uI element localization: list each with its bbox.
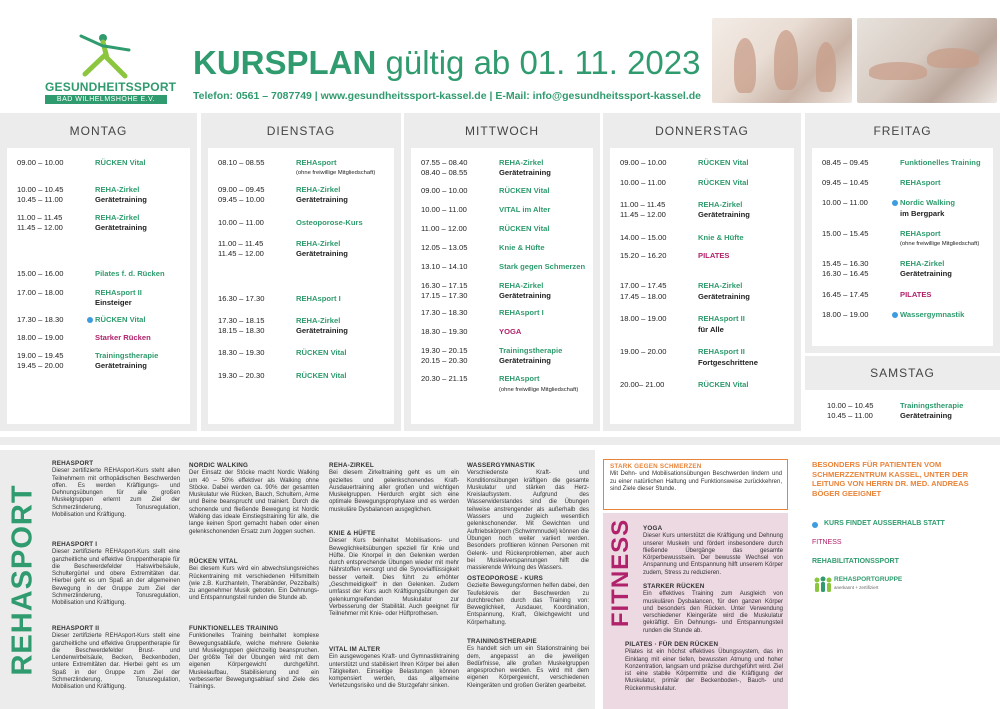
course-time: 14.00 – 15.00 (620, 233, 667, 242)
course-name: im Bergpark (900, 209, 945, 218)
rsg-logo-sub: anerkannt + zertifiziert (834, 585, 879, 590)
course-time: 16.30 – 16.45 (822, 269, 869, 278)
course-time: 15.45 – 16.30 (822, 259, 869, 268)
desc-nordic-walking (189, 462, 319, 536)
day-entries (610, 148, 794, 424)
course-name: REHAsport (900, 178, 941, 187)
day-entries (812, 148, 993, 346)
course-name: Gerätetraining (95, 223, 147, 232)
course-time: 19.45 – 20.00 (17, 361, 64, 370)
course-name: Nordic Walking (900, 198, 955, 207)
course-name: REHAsport (296, 158, 337, 167)
course-time: 10.00 – 11.00 (822, 198, 868, 207)
desc-title: WASSERGYMNASTIK (467, 462, 536, 469)
course-time: 07.55 – 08.40 (421, 158, 468, 167)
day-header: MONTAG (69, 124, 128, 138)
desc-title: YOGA (643, 525, 663, 532)
course-name: Gerätetraining (900, 411, 952, 420)
desc-trainingstherapie (467, 638, 589, 690)
course-time: 15.00 – 15.45 (822, 229, 869, 238)
course-name: Gerätetraining (698, 292, 750, 301)
course-time: 18.30 – 19.30 (218, 348, 265, 357)
rehasport-label: REHASPORT (6, 484, 39, 676)
course-time: 20.00– 21.00 (620, 380, 665, 389)
course-name: REHA-Zirkel (296, 316, 341, 325)
course-time: 17.45 – 18.00 (620, 292, 667, 301)
desc-rehasport (52, 460, 180, 519)
photo-person-figure (927, 48, 979, 68)
course-time: 09.45 – 10.00 (218, 195, 265, 204)
course-name: Wassergymnastik (900, 310, 965, 319)
course-time: 11.00 – 11.45 (218, 239, 264, 248)
photo-yoga-class (712, 18, 852, 103)
desc-title: REHASPORT II (52, 625, 100, 632)
course-name: Trainingstherapie (900, 401, 964, 410)
day-header-samstag: SAMSTAG (805, 356, 1000, 390)
course-name: Gerätetraining (499, 291, 551, 300)
desc-rehasport-1 (52, 541, 180, 608)
desc-text: Dieser zertifizierte REHAsport-Kurs steht allen Teilnehmern mit orthopädischen Beschwerden offen. Es werden Kräftigungs- und Dehnungsübungen für alle großen Muskelgruppen erlernt zum Ziel der Schmerzlinderung, Tonusregulation, Mobilisation und Kräftigung. (52, 468, 180, 519)
course-time: 16.45 – 17.45 (822, 290, 869, 299)
course-name: RÜCKEN Vital (296, 371, 347, 380)
course-name: REHAsport II (698, 347, 745, 356)
desc-funktionelles-training (189, 625, 319, 692)
course-time: 18.00 – 19.00 (822, 310, 869, 319)
desc-text: Bei diesem Kurs wird ein abwechslungsreiches Rückentraining mit verschiedenen Hilfsmitteln (wie z.B. Kurzhanteln, Therabänder, Pezziballs) zu angenehmer Musik geboten. Ein Dehnungs- und Entspannungsteil runden die Stunde ab. (189, 566, 319, 602)
desc-title: OSTEOPOROSE - KURS (467, 575, 544, 582)
course-time: 11.00 – 12.00 (421, 224, 467, 233)
course-name: Gerätetraining (296, 326, 348, 335)
course-time: 16.30 – 17.15 (421, 281, 468, 290)
desc-pilates (625, 641, 783, 693)
desc-text: Der Einsatz der Stöcke macht Nordic Walking um 40 – 50% effektiver als Walking ohne Stöcke. Dabei werden ca. 90% der gesamten Muskulatur wie Rücken, Bauch, Schultern, Arme und Beine beansprucht und trainiert. Durch die schonende und fließende Bewegung ist Nordic Walking das ideale Einstiegstraining für alle, die lange keinen Sport gemacht haben oder einen gelenkschonenden Ersatz zum Joggen suchen. (189, 470, 319, 535)
desc-text: Dieser zertifizierte REHAsport-Kurs stellt eine ganzheitliche und effektive Gruppentherapie für die Beschwerdefelder Brust- und Lendenwirbelsäule, Becken, Beckenboden, untere Extremitäten dar. Hierbei geht es um Spaß in der Gruppe zum Ziel der Schmerzlinderung, Tonusregulation, Mobilisation und Kräftigung. (52, 633, 180, 691)
day-column-montag (0, 113, 197, 431)
course-time: 19.00 – 20.00 (620, 347, 667, 356)
desc-text: Ein effektives Training zum Ausgleich von muskulären Dysbalancen, für den ganzen Körper und besonders den Rücken. Unter Verwendung verschiedener Kleingeräte wird die Muskulatur gekräftigt. Ein Dehnungs- und Entspannungsteil runden die Stunde ab. (643, 591, 783, 634)
course-time: 12.05 – 13.05 (421, 243, 468, 252)
course-name: REHA-Zirkel (698, 281, 743, 290)
desc-osteoporose (467, 575, 589, 627)
course-name: (ohne freiwillige Mitgliedschaft) (900, 241, 980, 247)
photo-person-figure (734, 38, 756, 93)
course-time: 20.15 – 20.30 (421, 356, 468, 365)
course-time: 17.30 – 18.30 (421, 308, 468, 317)
course-time: 16.30 – 17.30 (218, 294, 265, 303)
course-name: Gerätetraining (698, 210, 750, 219)
desc-title: VITAL IM ALTER (329, 646, 381, 653)
desc-text: Ein ausgewogenes Kraft- und Gymnastiktraining unterstützt und stabilisiert Ihren Körper bei allen Tätigkeiten. Einseitige Belastungen können kompensiert werden, das allgemeine Verletzungsrisiko und die Sturzgefahr sinken. (329, 654, 459, 690)
desc-text: Funktionelles Training beinhaltet komplexe Bewegungsabläufe, welche mehrere Gelenke und Muskelgruppen gleichzeitig beanspruchen. Der größte Teil der Übungen wird mit dem eigenen Körpergewicht durchgeführt. Muskelaufbau, Stabilisierung und ein verbesserter Bewegungsablauf sind Ziele des Trainings. (189, 633, 319, 691)
course-name: REHAsport II (95, 288, 142, 297)
course-name: REHAsport II (698, 314, 745, 323)
fitness-label: FITNESS (607, 518, 634, 628)
course-time: 17.15 – 17.30 (421, 291, 468, 300)
desc-reha-zirkel (329, 462, 459, 514)
course-name: REHA-Zirkel (499, 281, 544, 290)
course-name: (ohne freiwillige Mitgliedschaft) (296, 170, 376, 176)
desc-vital-im-alter (329, 646, 459, 691)
course-time: 19.00 – 19.45 (17, 351, 64, 360)
course-name: REHA-Zirkel (296, 239, 341, 248)
course-name: REHAsport (900, 229, 941, 238)
course-name: Knie & Hüfte (698, 233, 744, 242)
course-time: 10.00 – 11.00 (620, 178, 666, 187)
course-name: Knie & Hüfte (499, 243, 545, 252)
course-name: REHA-Zirkel (95, 185, 140, 194)
desc-text: Verschiedenste Kraft- und Konditionsübungen kräftigen die gesamte Muskulatur und stärken das Herz-Kreislaufsystem. Aufgrund des Wasserwiderstandes sind die Übungen teilweise anstrengender als außerhalb des Wassers und zugleich wesentlich gelenkschonender. Mit Gewichten und Auftriebskörpern (Schwimmnudel) können die Übungen noch weiter variiert werden. Besonders profitieren können Personen mit Gelenk- und Rückenproblemen, aber auch bei Muskelverspannungen hilft die massierende Wirkung des Wassers. (467, 470, 589, 572)
course-name: RÜCKEN Vital (698, 158, 749, 167)
course-name: REHA-Zirkel (698, 200, 743, 209)
desc-knie-huefte (329, 530, 459, 619)
legend-schmerzzentrum-note: BESONDERS FÜR PATIENTEN VOM SCHMERZZENTRUM KASSEL, UNTER DER LEITUNG VON HERRN DR. MED. ANDREAS BÖGER GEEIGNET (812, 460, 969, 498)
day-entries (411, 148, 593, 424)
course-time: 09.45 – 10.45 (822, 178, 869, 187)
photo-person-figure (869, 62, 927, 80)
course-name: REHA-Zirkel (296, 185, 341, 194)
day-column-freitag (805, 113, 1000, 353)
desc-rehasport-2 (52, 625, 180, 692)
course-name: RÜCKEN Vital (499, 186, 550, 195)
course-name: Gerätetraining (296, 195, 348, 204)
course-name: Gerätetraining (900, 269, 952, 278)
course-time: 10.00 – 11.00 (421, 205, 467, 214)
day-column-donnerstag (603, 113, 801, 431)
desc-text: Dieser Kurs unterstützt die Kräftigung und Dehnung unserer Muskeln und fördert insbesondere durch fließende Übergänge das gesamte Körperbewusstsein. Der bewusste Wechsel von Anspannung und Entspannung hilft unserem Körper zudem, Stress zu reduzieren. (643, 533, 783, 576)
page-title (193, 44, 701, 82)
course-time: 10.00 – 10.45 (827, 401, 874, 410)
desc-text: Gezielte Bewegungsformen helfen dabei, den Teufelskreis der Beschwerden zu durchbrechen durch das Training von: Beweglichkeit, Ausdauer, Koordination, Entspannung, Kraft, Gleichgewicht und Körperhaltung. (467, 583, 589, 626)
course-time: 17.00 – 17.45 (620, 281, 667, 290)
course-time: 18.00 – 19.00 (620, 314, 667, 323)
desc-title: KNIE & HÜFTE (329, 530, 376, 537)
legend-reha: REHABILITATIONSSPORT (812, 558, 899, 565)
day-header: DONNERSTAG (655, 124, 749, 138)
course-name: Gerätetraining (95, 361, 147, 370)
course-name: YOGA (499, 327, 522, 336)
course-name: Trainingstherapie (95, 351, 159, 360)
course-name: Einsteiger (95, 298, 132, 307)
course-time: 09.00 – 10.00 (421, 186, 468, 195)
course-name: Gerätetraining (499, 356, 551, 365)
course-time: 09.00 – 10.00 (17, 158, 64, 167)
course-time: 18.15 – 18.30 (218, 326, 265, 335)
course-name: RÜCKEN Vital (698, 380, 749, 389)
desc-title: PILATES · FÜR DEN RÜCKEN (625, 641, 719, 648)
course-name: Stark gegen Schmerzen (499, 262, 586, 271)
desc-text: Bei diesem Zirkeltraining geht es um ein gezieltes und gelenkschonendes Kraft-Ausdauertraining aller großen und wichtigen Muskelgruppen. Hierdurch ergibt sich eine optimale Bewegungsprophylaxe und es werden muskuläre Dysbalancen ausgeglichen. (329, 470, 459, 513)
course-time: 18.00 – 19.00 (17, 333, 64, 342)
course-time: 17.00 – 18.00 (17, 288, 64, 297)
desc-yoga (643, 525, 783, 577)
course-time: 08.40 – 08.55 (421, 168, 468, 177)
course-name: REHA-Zirkel (95, 213, 140, 222)
course-time: 08.10 – 08.55 (218, 158, 265, 167)
course-name: (ohne freiwillige Mitgliedschaft) (499, 387, 579, 393)
desc-text: Es handelt sich um ein Stationstraining bei dem, angepasst an die jeweiligen Bedürfnisse, alle großen Muskelgruppen angesprochen werden. Es wird mit dem eigenen Körpergewicht, verschiedenen Kleingeräten und großen Geräten gearbeitet. (467, 646, 589, 689)
photo-person-figure (774, 30, 798, 90)
desc-title: STARKER RÜCKEN (643, 583, 705, 590)
course-time: 10.00 – 10.45 (17, 185, 64, 194)
course-name: RÜCKEN Vital (95, 158, 146, 167)
desc-title: TRAININGSTHERAPIE (467, 638, 537, 645)
desc-title: REHASPORT (52, 460, 94, 467)
desc-text: Dieser Kurs beinhaltet Mobilisations- und Beweglichkeitsübungen speziell für Knie und Hüfte. Die Knorpel in den Gelenken werden durch entsprechende Übungen wieder mit mehr Nährstoffen versorgt und die Synovialflüssigkeit besser verteilt. Dies führt zu erhöhter „Geschmeidigkeit“ in den Gelenken. Zudem umfasst der Kurs auch Kräftigungsübungen der gelenkumgreifenden Muskulatur zur Verbesserung der Stabilität. Auch geeignet für Teilnehmer mit Knie- oder Hüftprothesen. (329, 538, 459, 618)
course-name: Gerätetraining (499, 168, 551, 177)
legend-outside: KURS FINDET AUSSERHALB STATT (824, 520, 945, 527)
desc-text: Dieser zertifizierte REHAsport-Kurs stellt eine ganzheitliche und effektive Gruppentherapie für die Beschwerdefelder Halswirbelsäule, Schultergürtel und obere Extremitäten dar. Hierbei geht es um Spaß an der allgemeinen Bewegung in der Gruppe zum Ziel der Schmerzlinderung, Tonusregulation, Mobilisation und Kräftigung. (52, 549, 180, 607)
course-name: REHAsport I (499, 308, 544, 317)
course-name: VITAL im Alter (499, 205, 551, 214)
course-time: 18.30 – 19.30 (421, 327, 468, 336)
course-time: 20.30 – 21.15 (421, 374, 468, 383)
desc-title: NORDIC WALKING (189, 462, 249, 469)
course-name: RÜCKEN Vital (95, 315, 146, 324)
course-name: Trainingstherapie (499, 346, 563, 355)
outside-marker-dot (892, 200, 898, 206)
course-time: 11.00 – 11.45 (17, 213, 63, 222)
fitness-vertical-label (603, 513, 639, 633)
course-time: 09.00 – 09.45 (218, 185, 265, 194)
logo-subtitle: BAD WILHELMSHÖHE E.V. (45, 95, 167, 104)
day-entries (7, 148, 190, 424)
course-time: 19.30 – 20.30 (218, 371, 265, 380)
course-name: REHA-Zirkel (900, 259, 945, 268)
course-name: Funktionelles Training (900, 158, 981, 167)
course-time: 13.10 – 14.10 (421, 262, 468, 271)
course-name: REHAsport I (296, 294, 341, 303)
course-time: 11.45 – 12.00 (218, 249, 264, 258)
outside-marker-dot (87, 317, 93, 323)
course-name: RÜCKEN Vital (499, 224, 550, 233)
course-time: 09.00 – 10.00 (620, 158, 667, 167)
course-name: Osteoporose-Kurs (296, 218, 363, 227)
desc-ruecken-vital (189, 558, 319, 603)
course-name: Starker Rücken (95, 333, 151, 342)
course-name: für Alle (698, 325, 724, 334)
desc-title: STARK GEGEN SCHMERZEN (610, 463, 702, 470)
desc-text: Mit Dehn- und Mobilisationsübungen Beschwerden lindern und zu einer natürlichen Haltung und Funktionsweise zurückkehren, sind Ziele dieser Stunde. (610, 471, 782, 492)
rehasport-vertical-label (3, 452, 43, 707)
day-header: DIENSTAG (266, 124, 336, 138)
course-name: RÜCKEN Vital (698, 178, 749, 187)
desc-title: REHA-ZIRKEL (329, 462, 374, 469)
course-time: 11.45 – 12.00 (620, 210, 666, 219)
desc-wassergymnastik (467, 462, 589, 572)
rehasportgruppe-logo (812, 575, 903, 595)
photo-pilates-class (857, 18, 997, 103)
course-name: PILATES (900, 290, 932, 299)
course-time: 10.45 – 11.00 (827, 411, 873, 420)
desc-title: RÜCKEN VITAL (189, 558, 238, 565)
outside-marker-dot (812, 522, 818, 528)
contact-line: Telefon: 0561 – 7087749 | www.gesundheitssport-kassel.de | E-Mail: info@gesundheitssport-kassel.de (193, 90, 702, 102)
course-time: 17.30 – 18.30 (17, 315, 64, 324)
course-name: PILATES (698, 251, 730, 260)
course-time: 10.00 – 11.00 (218, 218, 264, 227)
rsg-logo-text: REHASPORTGRUPPE (834, 576, 903, 583)
course-name: RÜCKEN Vital (296, 348, 347, 357)
course-time: 11.00 – 11.45 (620, 200, 666, 209)
day-column-mittwoch (404, 113, 600, 431)
course-name: REHAsport (499, 374, 540, 383)
day-entries (208, 148, 394, 424)
course-time: 15.20 – 16.20 (620, 251, 667, 260)
course-name: Gerätetraining (296, 249, 348, 258)
logo (45, 30, 175, 108)
course-name: Pilates f. d. Rücken (95, 269, 165, 278)
day-header: MITTWOCH (465, 124, 539, 138)
course-time: 19.30 – 20.15 (421, 346, 468, 355)
people-group-icon (812, 576, 834, 594)
course-time: 10.45 – 11.00 (17, 195, 63, 204)
course-name: Fortgeschrittene (698, 358, 758, 367)
gymnast-figure-icon (73, 30, 143, 80)
course-name: Gerätetraining (95, 195, 147, 204)
legend (812, 460, 992, 498)
desc-title: FUNKTIONELLES TRAINING (189, 625, 279, 632)
desc-starker-ruecken (643, 583, 783, 635)
desc-text: Pilates ist ein höchst effektives Übungssystem, das im Einklang mit einer tiefen, bewussten Atmung und hoher Konzentration, langsam und präzise durchgeführt wird. Ziel ist eine stabile Körpermitte und die Kräftigung der Muskulatur, primär der Beckenboden-, Bauch- und Rückenmuskulatur. (625, 649, 783, 692)
outside-marker-dot (892, 312, 898, 318)
course-time: 11.45 – 12.00 (17, 223, 63, 232)
title-strong: KURSPLAN (193, 44, 377, 81)
course-time: 08.45 – 09.45 (822, 158, 869, 167)
course-time: 15.00 – 16.00 (17, 269, 64, 278)
desc-stark-gegen-schmerzen (610, 463, 782, 493)
logo-name: GESUNDHEITSSPORT (45, 80, 177, 94)
course-name: REHA-Zirkel (499, 158, 544, 167)
photo-person-figure (816, 42, 836, 92)
day-column-dienstag (201, 113, 401, 431)
title-rest: gültig ab 01. 11. 2023 (376, 44, 701, 81)
course-time: 17.30 – 18.15 (218, 316, 265, 325)
section-divider (0, 437, 1000, 445)
day-header: FREITAG (873, 124, 932, 138)
desc-title: REHASPORT I (52, 541, 98, 548)
legend-fitness: FITNESS (812, 539, 842, 546)
